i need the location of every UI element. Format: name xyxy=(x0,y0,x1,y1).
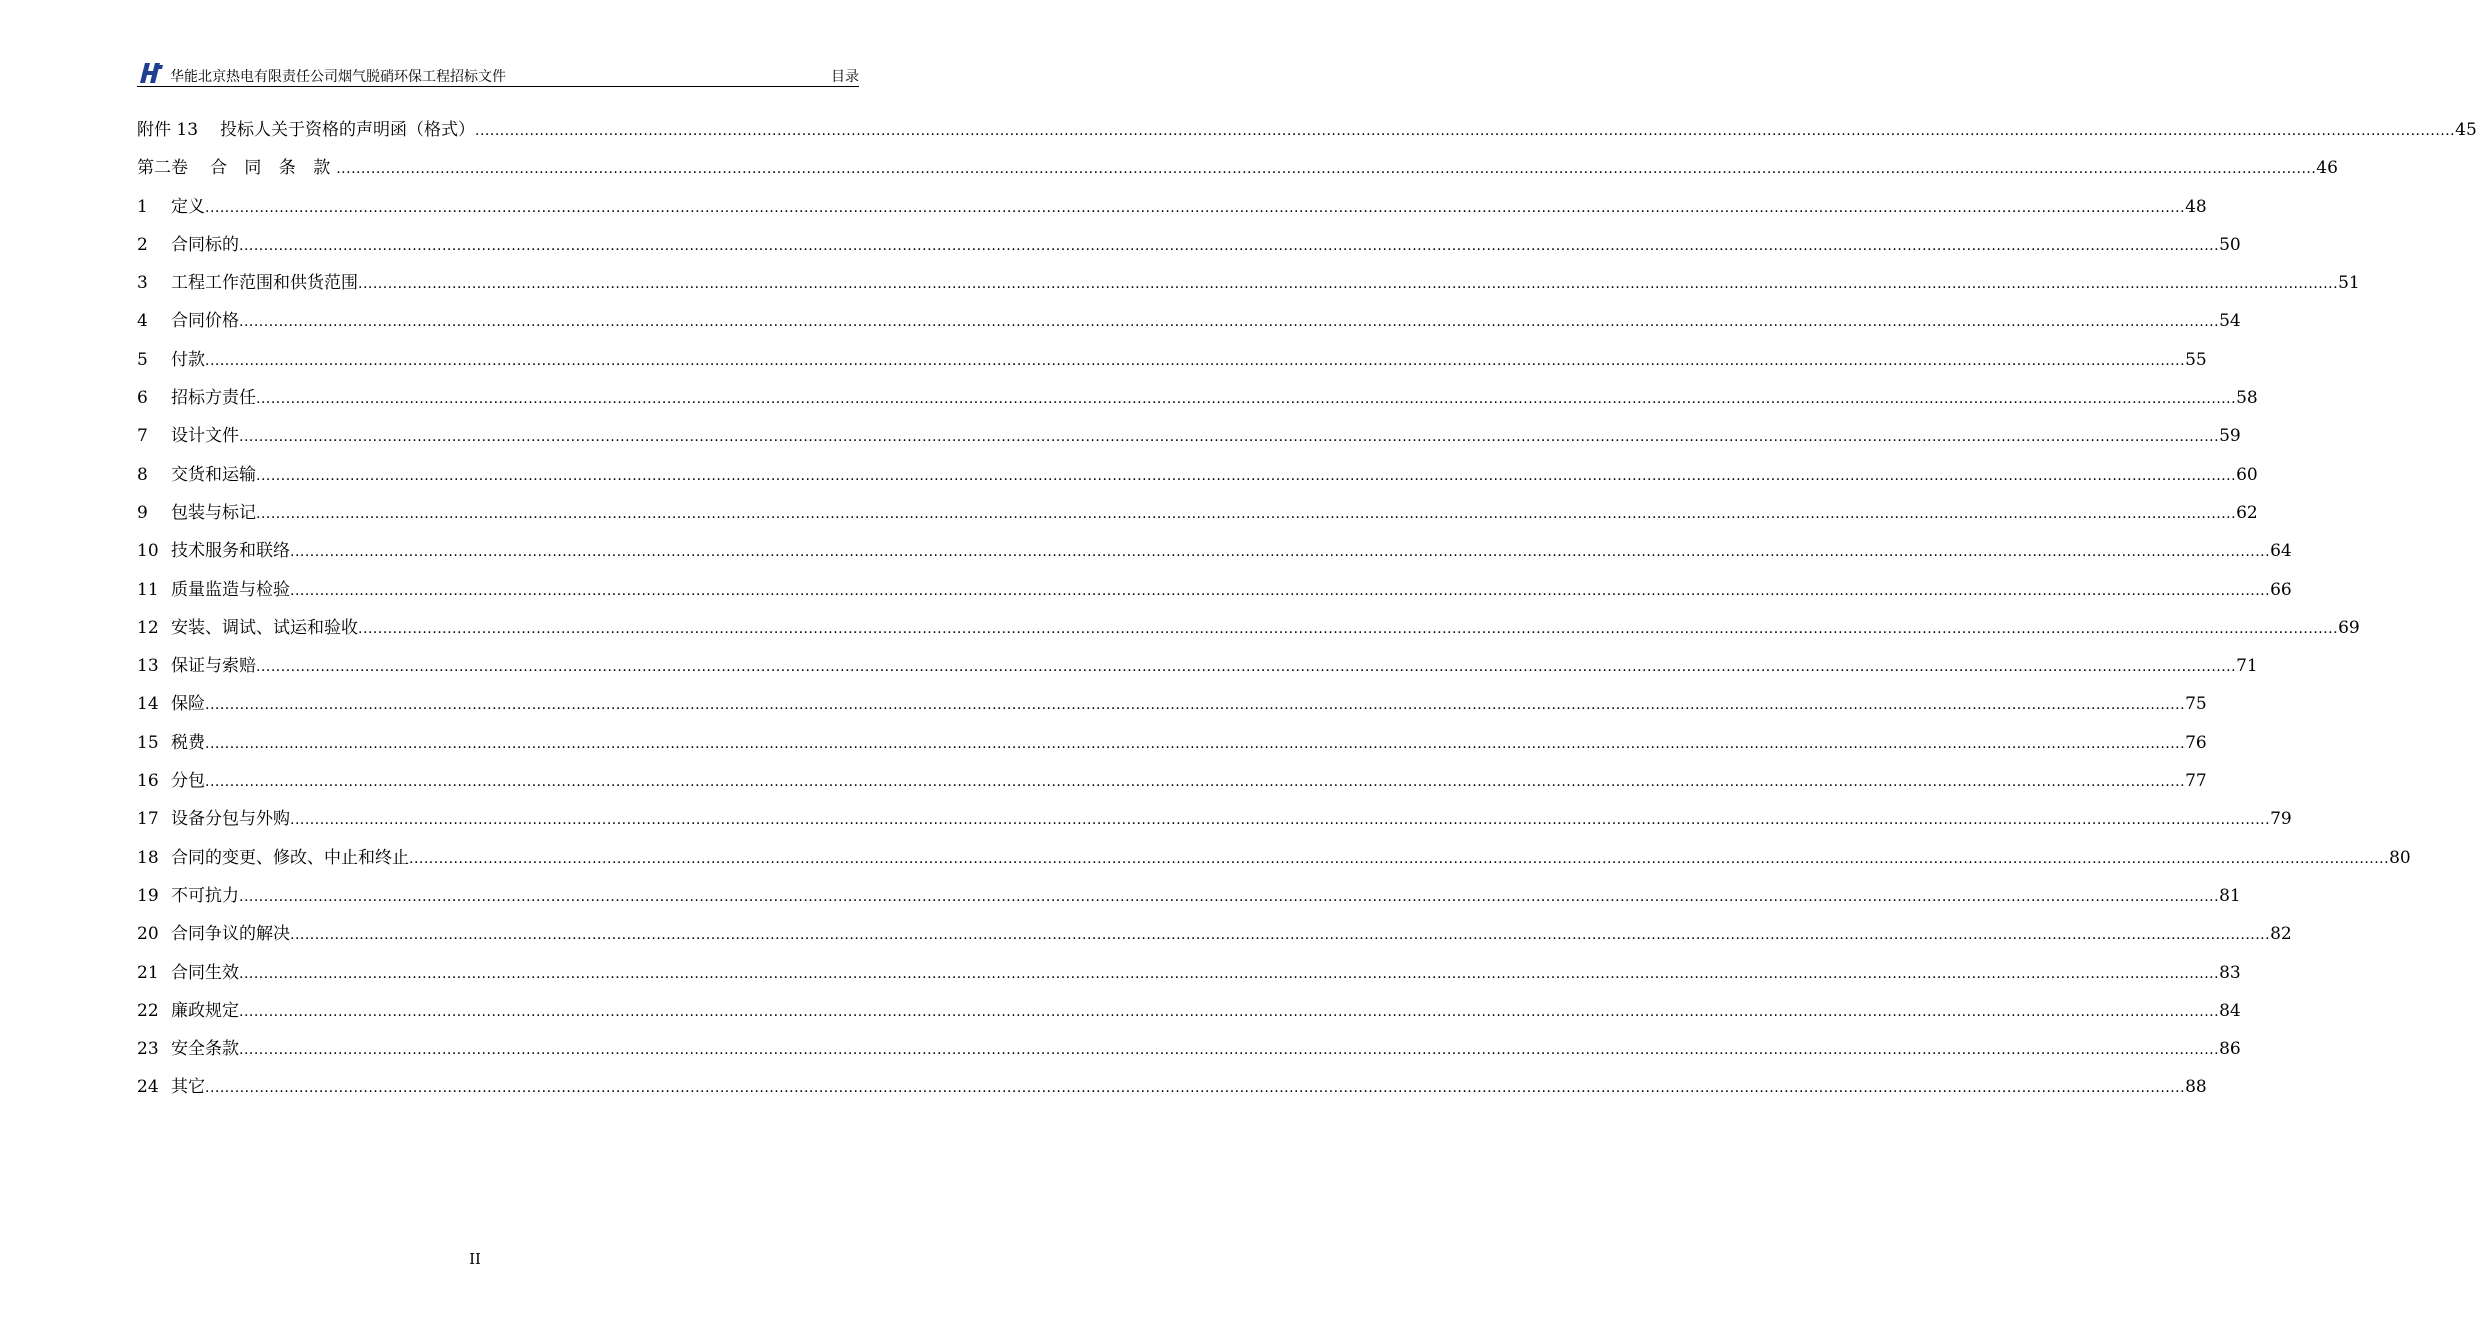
toc-dot-leader: ................................................................................................................................................................................................................................................................................................................................................................................................................ xyxy=(358,276,2339,293)
toc-entry-page: 64 xyxy=(2270,541,2292,562)
toc-entry-title: 投标人关于资格的声明函（格式） xyxy=(220,120,476,140)
toc-dot-leader: ................................................................................................................................................................................................................................................................................................................................................................................................................ xyxy=(290,927,2271,944)
toc-entry[interactable] xyxy=(137,692,2207,730)
toc-entry-number: 7 xyxy=(137,426,148,447)
toc-dot-leader: ................................................................................................................................................................................................................................................................................................................................................................................................................ xyxy=(290,544,2271,561)
toc-entry-number: 1 xyxy=(137,196,148,217)
toc-entry-number: 2 xyxy=(137,234,148,255)
toc-entry-title: 质量监造与检验 xyxy=(171,579,290,600)
toc-entry-page: 81 xyxy=(2219,885,2241,906)
toc-entry-number: 附件 13 xyxy=(137,120,199,140)
toc-dot-leader: ................................................................................................................................................................................................................................................................................................................................................................................................................ xyxy=(239,1003,2220,1020)
toc-entry-number: 4 xyxy=(137,311,148,332)
toc-entry-number: 10 xyxy=(137,541,159,562)
toc-entry[interactable] xyxy=(137,156,2338,194)
toc-entry[interactable] xyxy=(137,807,2292,845)
toc-dot-leader: ................................................................................................................................................................................................................................................................................................................................................................................................................ xyxy=(239,965,2220,982)
toc-entry-title: 安装、调试、试运和验收 xyxy=(171,617,358,638)
toc-entry-title: 设计文件 xyxy=(171,426,239,447)
toc-entry-page: 60 xyxy=(2236,464,2258,485)
toc-entry-page: 84 xyxy=(2219,1000,2241,1021)
toc-entry-number: 第二卷 xyxy=(137,158,188,179)
toc-entry[interactable] xyxy=(137,348,2207,386)
toc-entry[interactable] xyxy=(137,386,2258,424)
toc-entry-title: 不可抗力 xyxy=(171,885,239,906)
toc-dot-leader: ................................................................................................................................................................................................................................................................................................................................................................................................................ xyxy=(239,314,2220,331)
toc-dot-leader: ................................................................................................................................................................................................................................................................................................................................................................................................................ xyxy=(205,352,2186,369)
toc-entry-title: 包装与标记 xyxy=(171,502,256,523)
toc-dot-leader: ................................................................................................................................................................................................................................................................................................................................................................................................................ xyxy=(205,735,2186,752)
page-number: II xyxy=(469,1250,481,1268)
toc-entry-page: 58 xyxy=(2236,388,2258,409)
toc-entry-title: 付款 xyxy=(171,349,205,370)
toc-entry-title: 保证与索赔 xyxy=(171,656,256,677)
toc-entry-number: 12 xyxy=(137,617,159,638)
toc-entry-page: 80 xyxy=(2389,847,2411,868)
toc-entry-page: 51 xyxy=(2338,273,2360,294)
toc-entry-number: 19 xyxy=(137,885,159,906)
company-logo-icon xyxy=(139,63,163,83)
toc-entry-title: 合同的变更、修改、中止和终止 xyxy=(171,847,409,868)
toc-dot-leader: ................................................................................................................................................................................................................................................................................................................................................................................................................ xyxy=(239,237,2220,254)
toc-entry-title: 技术服务和联络 xyxy=(171,541,290,562)
toc-entry[interactable] xyxy=(137,999,2241,1037)
toc-entry-number: 17 xyxy=(137,809,159,830)
toc-dot-leader: ................................................................................................................................................................................................................................................................................................................................................................................................................ xyxy=(256,467,2237,484)
toc-entry-page: 88 xyxy=(2185,1077,2207,1098)
toc-entry-number: 18 xyxy=(137,847,159,868)
toc-dot-leader: ................................................................................................................................................................................................................................................................................................................................................................................................................ xyxy=(475,123,2456,139)
toc-entry-number: 15 xyxy=(137,732,159,753)
toc-entry-title: 合同生效 xyxy=(171,962,239,983)
toc-entry[interactable] xyxy=(137,846,2411,884)
toc-entry-title: 分包 xyxy=(171,771,205,792)
toc-entry-title: 设备分包与外购 xyxy=(171,809,290,830)
toc-entry[interactable] xyxy=(137,1037,2241,1075)
toc-entry-page: 86 xyxy=(2219,1039,2241,1060)
toc-entry-number: 13 xyxy=(137,656,159,677)
toc-entry[interactable] xyxy=(137,884,2241,922)
toc-entry-page: 71 xyxy=(2236,656,2258,677)
toc-dot-leader: ................................................................................................................................................................................................................................................................................................................................................................................................................ xyxy=(205,697,2186,714)
toc-entry-number: 8 xyxy=(137,464,148,485)
toc-dot-leader: ................................................................................................................................................................................................................................................................................................................................................................................................................ xyxy=(290,582,2271,599)
toc-entry[interactable] xyxy=(137,118,2477,156)
toc-entry-page: 62 xyxy=(2236,502,2258,523)
toc-entry-page: 77 xyxy=(2185,771,2207,792)
toc-dot-leader: ................................................................................................................................................................................................................................................................................................................................................................................................................ xyxy=(239,429,2220,446)
toc-entry-title: 其它 xyxy=(171,1077,205,1098)
toc-entry-number: 11 xyxy=(137,579,159,600)
toc-entry[interactable] xyxy=(137,922,2292,960)
toc-dot-leader: ................................................................................................................................................................................................................................................................................................................................................................................................................ xyxy=(205,199,2186,216)
toc-entry-title: 安全条款 xyxy=(171,1039,239,1060)
toc-entry-page: 55 xyxy=(2185,349,2207,370)
toc-entry-title: 交货和运输 xyxy=(171,464,256,485)
toc-entry-page: 66 xyxy=(2270,579,2292,600)
toc-entry[interactable] xyxy=(137,271,2360,309)
toc-entry-page: 54 xyxy=(2219,311,2241,332)
table-of-contents xyxy=(137,118,2477,1114)
toc-dot-leader: ................................................................................................................................................................................................................................................................................................................................................................................................................ xyxy=(358,620,2339,637)
toc-entry[interactable] xyxy=(137,195,2207,233)
toc-entry-page: 83 xyxy=(2219,962,2241,983)
toc-entry-title: 工程工作范围和供货范围 xyxy=(171,273,358,294)
toc-entry-page: 50 xyxy=(2219,234,2241,255)
toc-entry-number: 24 xyxy=(137,1077,159,1098)
toc-entry-page: 48 xyxy=(2185,196,2207,217)
toc-entry-title: 税费 xyxy=(171,732,205,753)
toc-entry[interactable] xyxy=(137,501,2258,539)
toc-entry-page: 46 xyxy=(2316,158,2338,179)
toc-entry-page: 76 xyxy=(2185,732,2207,753)
toc-entry-title: 定义 xyxy=(171,196,205,217)
toc-dot-leader: ................................................................................................................................................................................................................................................................................................................................................................................................................ xyxy=(336,161,2317,178)
toc-entry[interactable] xyxy=(137,309,2241,347)
toc-dot-leader: ................................................................................................................................................................................................................................................................................................................................................................................................................ xyxy=(239,888,2220,905)
toc-entry-number: 21 xyxy=(137,962,159,983)
toc-dot-leader: ................................................................................................................................................................................................................................................................................................................................................................................................................ xyxy=(256,659,2237,676)
toc-entry-page: 79 xyxy=(2270,809,2292,830)
toc-entry-title: 保险 xyxy=(171,694,205,715)
toc-entry-number: 14 xyxy=(137,694,159,715)
toc-entry-number: 6 xyxy=(137,388,148,409)
toc-dot-leader: ................................................................................................................................................................................................................................................................................................................................................................................................................ xyxy=(205,1080,2186,1097)
toc-entry[interactable] xyxy=(137,961,2241,999)
section-label: 目录 xyxy=(831,69,859,85)
toc-entry-title: 合同标的 xyxy=(171,234,239,255)
toc-entry-title: 合 同 条 款 xyxy=(210,158,337,179)
toc-entry-page: 45 xyxy=(2455,120,2477,140)
toc-entry-page: 75 xyxy=(2185,694,2207,715)
toc-entry[interactable] xyxy=(137,233,2241,271)
toc-entry-number: 3 xyxy=(137,273,148,294)
toc-dot-leader: ................................................................................................................................................................................................................................................................................................................................................................................................................ xyxy=(290,812,2271,829)
toc-entry-number: 23 xyxy=(137,1039,159,1060)
toc-entry-title: 廉政规定 xyxy=(171,1000,239,1021)
toc-dot-leader: ................................................................................................................................................................................................................................................................................................................................................................................................................ xyxy=(205,774,2186,791)
toc-entry[interactable] xyxy=(137,1075,2207,1113)
toc-entry-title: 合同价格 xyxy=(171,311,239,332)
toc-entry[interactable] xyxy=(137,539,2292,577)
toc-entry-title: 合同争议的解决 xyxy=(171,924,290,945)
toc-entry-number: 20 xyxy=(137,924,159,945)
toc-entry[interactable] xyxy=(137,769,2207,807)
toc-entry-number: 16 xyxy=(137,771,159,792)
toc-entry-page: 69 xyxy=(2338,617,2360,638)
toc-entry[interactable] xyxy=(137,654,2258,692)
toc-entry[interactable] xyxy=(137,616,2360,654)
toc-entry[interactable] xyxy=(137,731,2207,769)
toc-entry[interactable] xyxy=(137,463,2258,501)
toc-dot-leader: ................................................................................................................................................................................................................................................................................................................................................................................................................ xyxy=(256,391,2237,408)
toc-entry-number: 22 xyxy=(137,1000,159,1021)
page-header xyxy=(137,62,859,87)
toc-dot-leader: ................................................................................................................................................................................................................................................................................................................................................................................................................ xyxy=(239,1042,2220,1059)
toc-entry[interactable] xyxy=(137,424,2241,462)
toc-entry-page: 82 xyxy=(2270,924,2292,945)
toc-entry-number: 9 xyxy=(137,502,148,523)
toc-entry-title: 招标方责任 xyxy=(171,388,256,409)
document-title: 华能北京热电有限责任公司烟气脱硝环保工程招标文件 xyxy=(170,69,506,85)
toc-entry-page: 59 xyxy=(2219,426,2241,447)
toc-dot-leader: ................................................................................................................................................................................................................................................................................................................................................................................................................ xyxy=(256,505,2237,522)
toc-dot-leader: ................................................................................................................................................................................................................................................................................................................................................................................................................ xyxy=(409,850,2390,867)
toc-entry-number: 5 xyxy=(137,349,148,370)
toc-entry[interactable] xyxy=(137,578,2292,616)
